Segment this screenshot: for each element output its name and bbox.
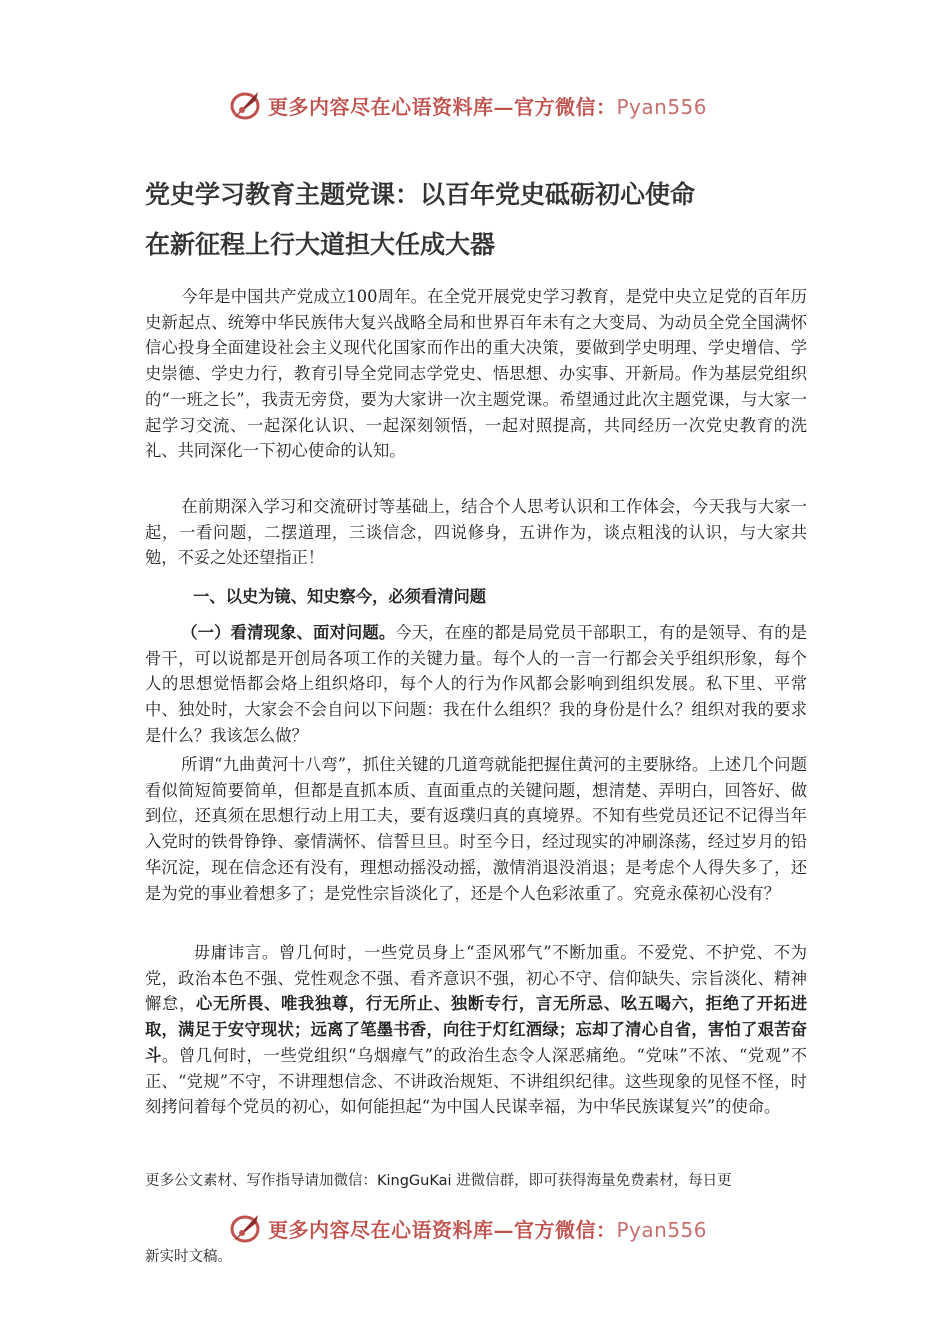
section-heading-1: 一、以史为镜、知史察今，必须看清问题: [193, 587, 487, 606]
paragraph-intro-2: 在前期深入学习和交流研讨等基础上，结合个人思考认识和工作体会，今天我与大家一起，一看问题，二摆道理，三谈信念，四说修身，五讲作为，谈点粗浅的认识，与大家共勉，不妥之处还望指正！: [145, 497, 807, 568]
page-title-line-1: 党史学习教育主题党课：以百年党史砥砺初心使命: [145, 180, 696, 209]
promo-line-tail: 新实时文稿。: [145, 1249, 232, 1265]
watermark-banner-bottom: [228, 1208, 768, 1248]
promo-line: 更多公文素材、写作指导请加微信：KingGuKai 进微信群，即可获得海量免费素材，每日更: [145, 1173, 732, 1189]
paragraph-subsection-1: （一）看清现象、面对问题。今天，在座的都是局党员干部职工，有的是领导、有的是骨干，可以说都是开创局各项工作的关键力量。每个人的一言一行都会关乎组织形象，每个人的思想觉悟都会烙上组织烙印，每个人的行为作风都会影响到组织发展。私下里、平常中、独处时，大家会不会自问以下问题：我在什么组织？我的身份是什么？组织对我的要求是什么？我该怎么做？: [145, 623, 807, 745]
watermark-banner-top: [228, 85, 768, 125]
banner-wechat-id: Pyan556: [616, 1217, 708, 1242]
banner-text: 更多内容尽在心语资料库—官方微信：: [268, 94, 617, 119]
paragraph-intro-1: 今年是中国共产党成立100周年。在全党开展党史学习教育，是党中央立足党的百年历史新起点、统筹中华民族伟大复兴战略全局和世界百年未有之大变局、为动员全党全国满怀信心投身全面建设社会主义现代化国家而作出的重大决策，要做到学史明理、学史增信、学史崇德、学史力行，教育引导全党同志学党史、悟思想、办实事、开新局。作为基层党组织的“一班之长”，我责无旁贷，要为大家讲一次主题党课。希望通过此次主题党课，与大家一起学习交流、一起深化认识、一起深刻领悟，一起对照提高，共同经历一次党史教育的洗礼、共同深化一下初心使命的认知。: [145, 287, 807, 461]
banner-wechat-id: Pyan556: [616, 94, 708, 119]
subsection-title: （一）看清现象、面对问题。: [181, 623, 396, 642]
paragraph-criticism: 毋庸讳言。曾几何时，一些党员身上“歪风邪气”不断加重。不爱党、不护党、不为党，政治本色不强、党性观念不强、看齐意识不强，初心不守、信仰缺失、宗旨淡化、精神懈怠，心无所畏、唯我独尊，行无所止、独断专行，言无所忌、吆五喝六，拒绝了开拓进取，满足于安守现状；远离了笔墨书香，向往于灯红酒绿；忘却了清心自省，害怕了艰苦奋斗。曾几何时，一些党组织“乌烟瘴气”的政治生态令人深恶痛绝。“党味”不浓、“党观”不正、“党规”不守，不讲理想信念、不讲政治规矩、不讲组织纪律。这些现象的见怪不怪，时刻拷问着每个党员的初心，如何能担起“为中国人民谋幸福，为中华民族谋复兴”的使命。: [145, 943, 807, 1117]
page-title-line-2: 在新征程上行大道担大任成大器: [145, 230, 496, 259]
paragraph-yellow-river: 所谓“九曲黄河十八弯”，抓住关键的几道弯就能把握住黄河的主要脉络。上述几个问题看似简短简要简单，但都是直抓本质、直面重点的关键问题，想清楚、弄明白，回答好、做到位，还真须在思想行动上用工夫，要有返璞归真的真境界。不知有些党员还记不记得当年入党时的铁骨铮铮、豪情满怀、信誓旦旦。时至今日，经过现实的冲刷涤荡，经过岁月的铅华沉淀，现在信念还有没有，理想动摇没动摇，激情消退没消退；是考虑个人得失多了，还是为党的事业着想多了；是党性宗旨淡化了，还是个人色彩浓重了。究竟永葆初心没有？: [145, 755, 807, 903]
brush-logo-icon: [228, 1211, 264, 1245]
brush-logo-icon: [228, 88, 264, 122]
bold-criticism: 心无所畏、唯我独尊，行无所止、独断专行，言无所忌、吆五喝六，拒绝了开拓进取，满足于安守现状；远离了笔墨书香，向往于灯红酒绿；忘却了清心自省，害怕了艰苦奋斗: [145, 994, 807, 1065]
banner-text: 更多内容尽在心语资料库—官方微信：: [268, 1217, 617, 1242]
